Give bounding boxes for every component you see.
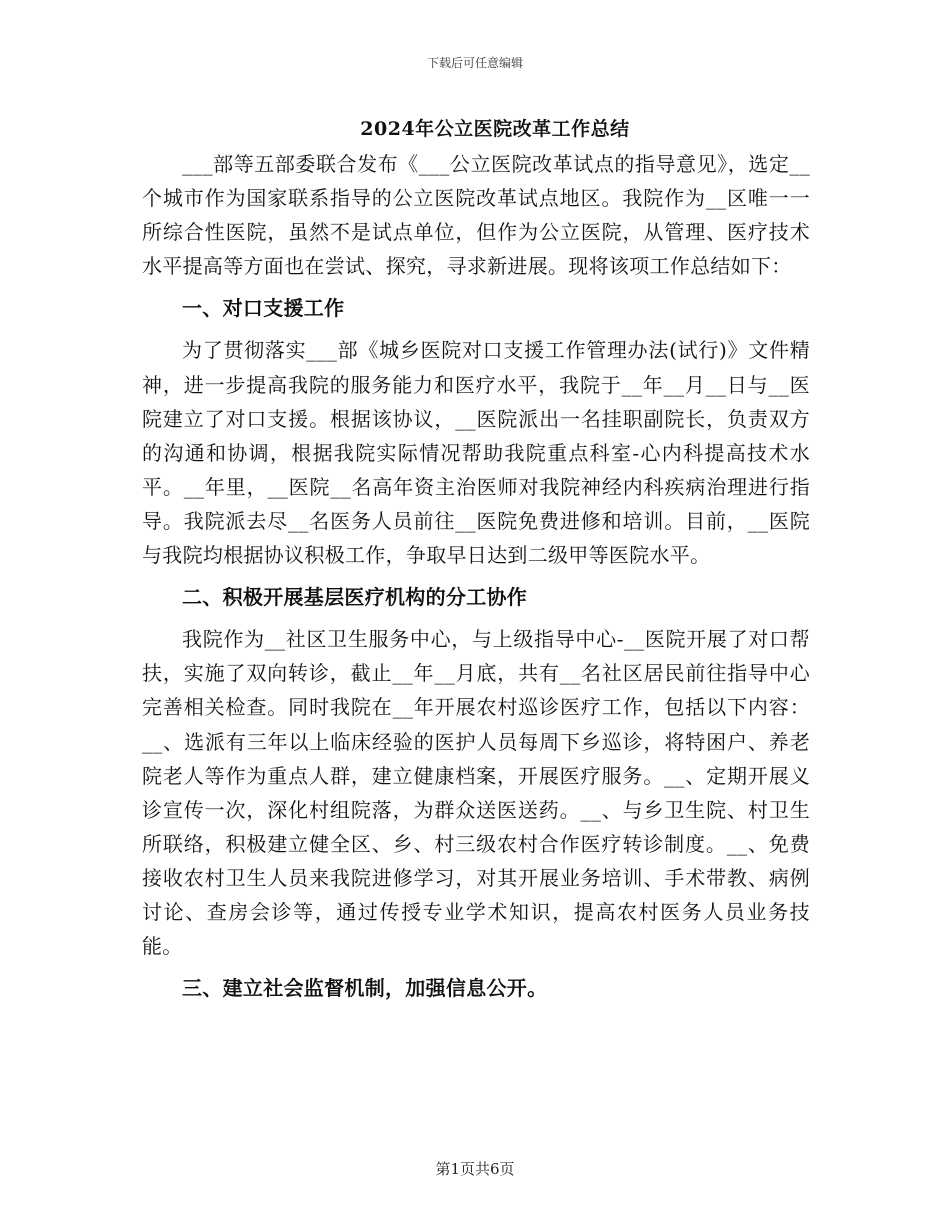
document-title: 2024年公立医院改革工作总结 [360, 118, 630, 140]
section-heading-1: 一、对口支援工作 [182, 296, 345, 321]
section-paragraph-1: 为了贯彻落实___部《城乡医院对口支援工作管理办法(试行)》文件精神，进一步提高我院的服务能力和医疗水平，我院于__年__月__日与__医院建立了对口支援。根据该协议，__医院派出一名挂职副院长，负责双方的沟通和协调，根据我院实际情况帮助我院重点科室-心内科提高技术水平。__年里，__医院__名高年资主治医师对我院神经内科疾病治理进行指导。我院派去尽__名医务人员前往__医院免费进修和培训。目前，__医院与我院均根据协议积极工作，争取早日达到二级甲等医院水平。 [142, 338, 810, 568]
header-note: 下载后可任意编辑 [426, 56, 523, 70]
document-body [142, 147, 810, 1005]
section-heading-3: 三、建立社会监督机制，加强信息公开。 [182, 976, 548, 1001]
section-paragraph-2: 我院作为__社区卫生服务中心，与上级指导中心-__医院开展了对口帮扶，实施了双向转诊，截止__年__月底，共有__名社区居民前往指导中心完善相关检查。同时我院在__年开展农村巡诊医疗工作，包括以下内容：__、选派有三年以上临床经验的医护人员每周下乡巡诊，将特困户、养老院老人等作为重点人群，建立健康档案，开展医疗服务。__、定期开展义诊宣传一次，深化村组院落，为群众送医送药。__、与乡卫生院、村卫生所联络，积极建立健全区、乡、村三级农村合作医疗转诊制度。__、免费接收农村卫生人员来我院进修学习，对其开展业务培训、手术带教、病例讨论、查房会诊等，通过传授专业学术知识，提高农村医务人员业务技能。 [142, 627, 810, 959]
page-number: 第1页共6页 [435, 1160, 515, 1178]
intro-paragraph: ___部等五部委联合发布《___公立医院改革试点的指导意见》，选定__个城市作为国家联系指导的公立医院改革试点地区。我院作为__区唯一一所综合性医院，虽然不是试点单位，但作为公立医院，从管理、医疗技术水平提高等方面也在尝试、探究，寻求新进展。现将该项工作总结如下： [142, 152, 810, 279]
section-heading-2: 二、积极开展基层医疗机构的分工协作 [182, 585, 528, 610]
